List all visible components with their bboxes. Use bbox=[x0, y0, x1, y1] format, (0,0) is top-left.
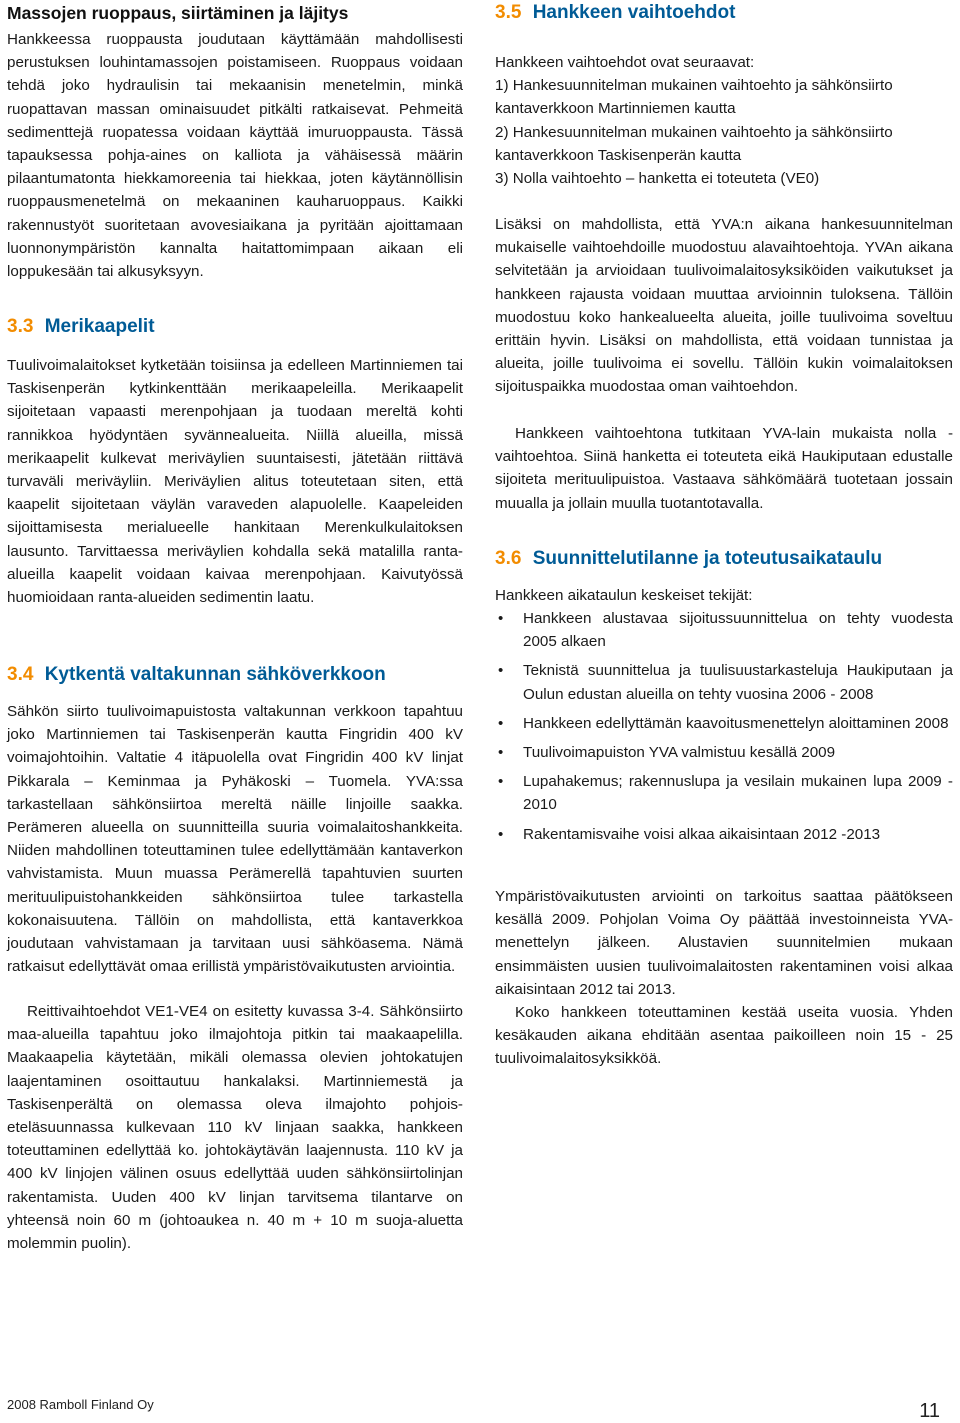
sub-alternatives-paragraph: Lisäksi on mahdollista, että YVA:n aikana hankesuunnitelman mukaiselle vaihtoehdoille muodostuu alavaihtoehtoja. YVAn aikana selvitetään ja arvioidaan tuulivoimalaitosyksiköiden vaikutukset ja hankkeen rajausta voidaan muuttaa arvioinnin tuloksena. Tällöin muodostuu koko hankealueelta alueita, joille tuulivoima soveltuu erittäin hyvin. Lisäksi on mahdollista, että voidaan tunnistaa ja alueita, joille tuulivoima ei sovellu. Tällöin kukin voimalaitoksen sijoituspaikka muodostaa oman vaihtoehdon. bbox=[495, 216, 953, 396]
list-item: • Hankkeen alustavaa sijoitussuunnittelua on tehty vuodesta 2005 alkaen bbox=[495, 607, 953, 653]
alternative-3: 3) Nolla vaihtoehto – hanketta ei toteuteta (VE0) bbox=[495, 170, 820, 187]
list-item: • Lupahakemus; rakennuslupa ja vesilain mukainen lupa 2009 - 2010 bbox=[495, 770, 953, 816]
list-item: • Rakentamisvaihe voisi alkaa aikaisintaan 2012 -2013 bbox=[495, 823, 953, 846]
assessment-paragraph: Ympäristövaikutusten arviointi on tarkoitus saattaa päätökseen kesällä 2009. Pohjolan Voima Oy päättää investoinneista YVA-menettelyn jälkeen. Alustavien suunnitelmien mukaan ensimmäisten uusien tuulivoimalaitosten rakentaminen voisi alkaa aikaisintaan 2012 tai 2013. bbox=[495, 888, 953, 998]
section-title: Kytkentä valtakunnan sähköverkkoon bbox=[44, 664, 386, 685]
construction-paragraph: Koko hankkeen toteuttaminen kestää useita vuosia. Yhden kesäkauden aikana ehditään asentaa paikoilleen noin 15 - 25 tuulivoimalaitosyksikköä. bbox=[495, 1004, 953, 1068]
alternatives-intro: Hankkeen vaihtoehdot ovat seuraavat: bbox=[495, 54, 755, 71]
section-title: Hankkeen vaihtoehdot bbox=[532, 2, 736, 23]
section-number: 3.5 bbox=[495, 2, 522, 23]
section-title: Suunnittelutilanne ja toteutusaikataulu bbox=[532, 548, 883, 569]
page-number: 11 bbox=[919, 1400, 940, 1422]
list-item: • Tuulivoimapuiston YVA valmistuu kesällä 2009 bbox=[495, 741, 953, 764]
section-number: 3.4 bbox=[7, 664, 34, 685]
section-3-6-heading bbox=[495, 546, 882, 572]
footer-copyright: 2008 Ramboll Finland Oy bbox=[7, 1397, 154, 1412]
section-3-5-heading bbox=[495, 0, 735, 26]
grid-connection-paragraph-1: Sähkön siirto tuulivoimapuistosta valtakunnan verkkoon tapahtuu joko Martinniemen tai Taskisenperän kautta Fingridin 400 kV voimajohtoihin. Valtatie 4 itäpuolella ovat Fingridin 400 kV linjat Pikkarala – Keminmaa ja Pyhäkoski – Tuomela. YVA:ssa tarkastellaan sähkönsiirtoa mereltä näille linjoille saakka. Perämeren alueella on suunnitteilla suuria voimalaitoshankkeita. Niiden mahdollinen toteuttaminen tulee edellyttämään kantaverkon vahvistamista. Muun muassa Perämerellä tapahtuvien suurten merituulipuistohankkeiden sähkönsiirtoa tulee tarkastella kokonaisuutena. Tällöin on mahdollista, että kantaverkkoa joudutaan vahvistamaan ja tarvitaan uusi sähköasema. Nämä ratkaisut edellyttävät omaa erillistä ympäristövaikutusten arviointia. bbox=[7, 703, 463, 976]
list-item: • Hankkeen edellyttämän kaavoitusmenettelyn aloittaminen 2008 bbox=[495, 712, 953, 735]
section-heading-dredging: Massojen ruoppaus, siirtäminen ja läjitys bbox=[7, 3, 349, 23]
zero-alternative-paragraph: Hankkeen vaihtoehtona tutkitaan YVA-lain mukaista nolla -vaihtoehtoa. Siinä hanketta ei toteuteta eikä Haukiputaan edustalle sijoiteta merituulipuistoa. Vastaava sähkömäärä tuotetaan jossain muualla ja jollain muulla tuotantotavalla. bbox=[495, 425, 953, 512]
alternative-2: 2) Hankesuunnitelman mukainen vaihtoehto ja sähkönsiirto kantaverkkoon Taskisenperän kautta bbox=[495, 124, 893, 165]
grid-connection-paragraph-2: Reittivaihtoehdot VE1-VE4 on esitetty kuvassa 3-4. Sähkönsiirto maa-alueilla tapahtuu joko ilmajohtoja pitkin tai maakaapelilla. Maakaapelia käytetään, mikäli olemassa olevien johtokatujen laajentaminen osoittautuu hankalaksi. Martinniemestä ja Taskisenperältä on olemassa oleva ilmajohto pohjois-eteläsuunnassa kulkevaan 110 kV linjaan saakka, hankkeen toteuttaminen edellyttää ko. johtokäytävän laajennusta. 110 kV ja 400 kV linjojen välinen osuus edellyttää uuden sähkönsiirtolinjan rakentamista. Uuden 400 kV linjan tarvitsema tilantarve on yhteensä noin 60 m (johtoaukea n. 40 m + 10 m suoja-aluetta molemmin puolin). bbox=[7, 1003, 463, 1253]
list-item: • Teknistä suunnittelua ja tuulisuustarkasteluja Haukiputaan ja Oulun edustan alueilla on tehty vuosina 2006 - 2008 bbox=[495, 659, 953, 705]
section-number: 3.6 bbox=[495, 548, 522, 569]
schedule-list bbox=[495, 607, 953, 846]
schedule-intro: Hankkeen aikataulun keskeiset tekijät: bbox=[495, 587, 753, 604]
dredging-paragraph: Hankkeessa ruoppausta joudutaan käyttämään mahdollisesti perustuksen louhintamassojen poistamiseen. Ruoppaus voidaan tehdä joko hydraulisin tai mekaanisin menetelmin, minkä ruopattavan massan ominaisuudet pitkälti ratkaisevat. Pehmeitä sedimenttejä ruopatessa voidaan käyttää imuruoppausta. Tässä tapauksessa pohja-aines on kalliota ja vähäisessä määrin pilaantumatonta hiekkamoreenia tai hiekkaa, joten käytännöllisin ruoppausmenetelmä on mekaaninen kauharuoppaus. Kaikki rakennustyöt suoritetaan avovesiaikana ja pyritään ajoittamaan luonnonympäristön kannalta haitattomimpaan aikaan eli loppukesään tai alkusyksyyn. bbox=[7, 31, 463, 281]
section-number: 3.3 bbox=[7, 316, 34, 337]
sea-cables-paragraph: Tuulivoimalaitokset kytketään toisiinsa ja edelleen Martinniemen tai Taskisenperän kytkinkenttään merikaapeleilla. Merikaapelit sijoitetaan vapaasti merenpohjaan ja tuodaan mereltä kohti rannikkoa hyödyntäen syvännealueita. Niillä alueilla, missä merikaapelit kulkevat meriväylien suuntaisesti, jätetään riittävä turvaväli meriväyliin. Meriväylien alitus toteutetaan siten, että kaapelit sijoitetaan väylän varaveden alapuolelle. Kaapeleiden sijoittamisesta merialueelle hankitaan Merenkulkulaitoksen lausunto. Tarvittaessa meriväylien kohdalla sekä matalilla ranta-alueilla kaapelit voidaan kaivaa merenpohjaan. Kaivutyössä huomioidaan ranta-alueiden sedimentin laatu. bbox=[7, 357, 463, 607]
alternative-1: 1) Hankesuunnitelman mukainen vaihtoehto ja sähkönsiirto kantaverkkoon Martinniemen kautta bbox=[495, 77, 893, 118]
section-3-4-heading bbox=[7, 662, 386, 688]
section-3-3-heading bbox=[7, 314, 155, 340]
section-title: Merikaapelit bbox=[44, 316, 155, 337]
